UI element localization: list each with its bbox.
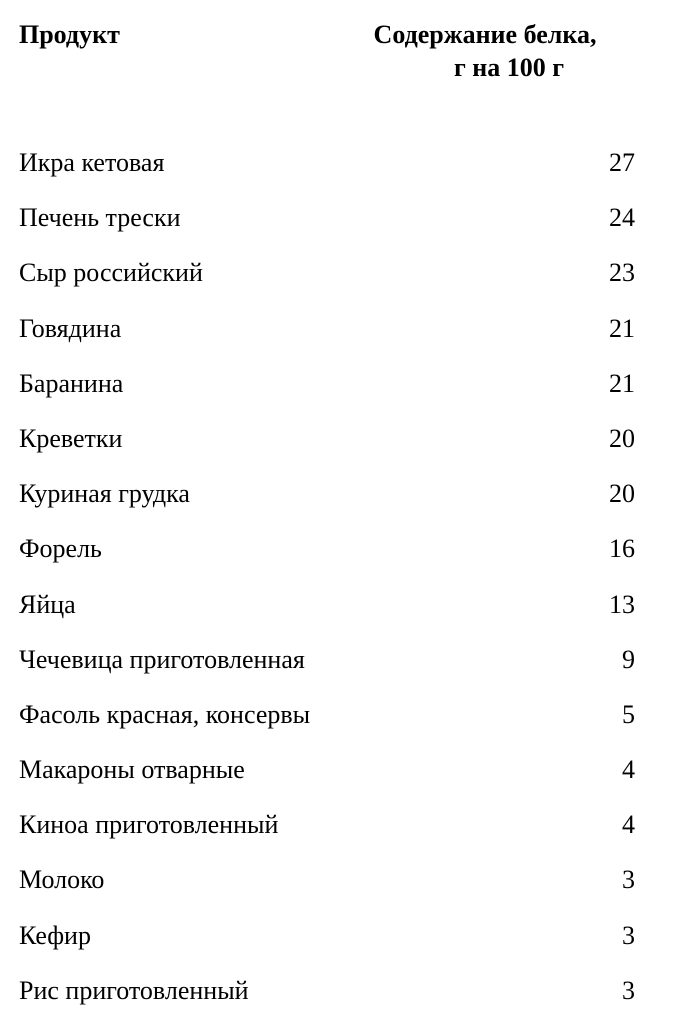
protein-value: 20	[609, 479, 635, 509]
protein-value: 20	[609, 423, 635, 453]
table-row	[19, 642, 635, 697]
protein-value: 3	[622, 975, 635, 1005]
table-row	[19, 697, 635, 752]
product-name: Печень трески	[19, 203, 181, 233]
protein-value: 23	[609, 258, 635, 288]
table-row	[19, 531, 635, 586]
product-name: Киноа приготовленный	[19, 810, 279, 840]
header-protein	[335, 18, 635, 84]
protein-value: 9	[622, 644, 635, 674]
product-name: Макароны отварные	[19, 755, 245, 785]
product-name: Форель	[19, 534, 102, 564]
protein-value: 21	[609, 368, 635, 398]
table-header	[19, 18, 635, 88]
product-name: Креветки	[19, 423, 123, 453]
table-row	[19, 421, 635, 476]
table-row	[19, 973, 635, 1028]
product-name: Молоко	[19, 865, 105, 895]
header-product: Продукт	[19, 20, 120, 49]
protein-value: 5	[622, 699, 635, 729]
protein-value: 16	[609, 534, 635, 564]
product-name: Баранина	[19, 368, 124, 398]
product-name: Кефир	[19, 920, 91, 950]
product-name: Куриная грудка	[19, 479, 190, 509]
protein-value: 3	[622, 865, 635, 895]
table-row	[19, 918, 635, 973]
protein-value: 24	[609, 203, 635, 233]
product-name: Рис приготовленный	[19, 975, 249, 1005]
protein-value: 4	[622, 810, 635, 840]
protein-value: 21	[609, 313, 635, 343]
protein-value: 13	[609, 589, 635, 619]
table-row	[19, 366, 635, 421]
product-name: Икра кетовая	[19, 148, 165, 177]
header-protein-line1: Содержание белка,	[373, 20, 597, 49]
table-row	[19, 311, 635, 366]
product-name: Сыр российский	[19, 258, 203, 288]
product-name: Яйца	[19, 589, 76, 619]
table-row	[19, 200, 635, 255]
table-row	[19, 807, 635, 862]
product-name: Фасоль красная, консервы	[19, 699, 311, 729]
protein-value: 27	[609, 148, 635, 177]
table-row	[19, 587, 635, 642]
protein-value: 4	[622, 755, 635, 785]
table-row	[19, 752, 635, 807]
table-body	[19, 145, 635, 1028]
table-row	[19, 476, 635, 531]
table-row	[19, 145, 635, 200]
product-name: Чечевица приготовленная	[19, 644, 305, 674]
protein-value: 3	[622, 920, 635, 950]
table-row	[19, 862, 635, 917]
table-row	[19, 255, 635, 310]
header-protein-line2: г на 100 г	[453, 53, 565, 82]
product-name: Говядина	[19, 313, 122, 343]
